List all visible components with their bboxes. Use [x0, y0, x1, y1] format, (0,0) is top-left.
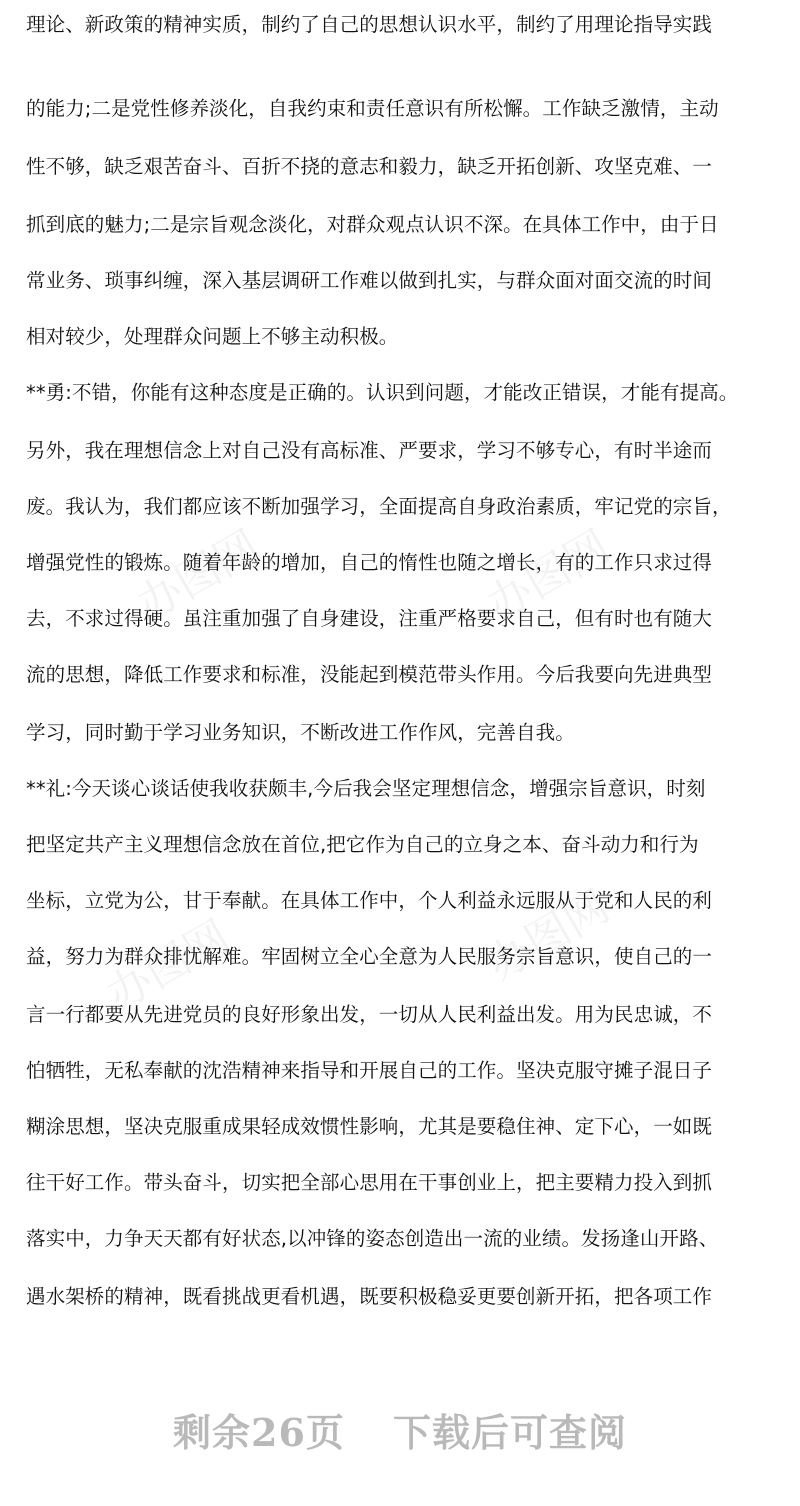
text-line: 理论、新政策的精神实质，制约了自己的思想认识水平，制约了用理论指导实践	[26, 13, 713, 36]
text-line: 落实中，力争天天都有好状态,以冲锋的姿态创造出一流的业绩。发扬逢山开路、	[26, 1227, 719, 1250]
text-line: 流的思想，降低工作要求和标准，没能起到模范带头作用。今后我要向先进典型	[26, 663, 713, 686]
text-line: 废。我认为，我们都应该不断加强学习，全面提高自身政治素质，牢记党的宗旨，	[26, 495, 732, 518]
text-line: 把坚定共产主义理想信念放在首位,把它作为自己的立身之本、奋斗动力和行为	[26, 833, 699, 856]
text-line: 相对较少，处理群众问题上不够主动积极。	[26, 325, 399, 348]
watermark: 办图网	[478, 520, 619, 631]
watermark: 办图网	[478, 880, 619, 991]
text-line: 另外，我在理想信念上对自己没有高标准、严要求，学习不够专心，有时半途而	[26, 439, 713, 462]
text-line: 往干好工作。带头奋斗，切实把全部心思用在干事创业上，把主要精力投入到抓	[26, 1171, 713, 1194]
text-line: 常业务、琐事纠缠，深入基层调研工作难以做到扎实，与群众面对面交流的时间	[26, 269, 713, 292]
text-line: 坐标，立党为公，甘于奉献。在具体工作中，个人利益永远服从于党和人民的利	[26, 889, 713, 912]
download-to-view-label: 下载后可查阅	[392, 1410, 627, 1455]
text-line: 抓到底的魅力;二是宗旨观念淡化，对群众观点认识不深。在具体工作中，由于日	[26, 213, 719, 236]
text-line: 遇水架桥的精神，既看挑战更看机遇，既要积极稳妥更要创新开拓，把各项工作	[26, 1285, 713, 1308]
remaining-pages-label: 剩余26页	[173, 1410, 345, 1455]
text-line: 性不够，缺乏艰苦奋斗、百折不挠的意志和毅力，缺乏开拓创新、攻坚克难、一	[26, 155, 713, 178]
watermark: 办图网	[98, 910, 239, 1021]
text-line: 益，努力为群众排忧解难。牢固树立全心全意为人民服务宗旨意识，使自己的一	[26, 945, 713, 968]
text-line: 去，不求过得硬。虽注重加强了自身建设，注重严格要求自己，但有时也有随大	[26, 607, 713, 630]
text-line: **礼:今天谈心谈话使我收获颇丰,今后我会坚定理想信念，增强宗旨意识，时刻	[26, 777, 706, 800]
watermark: 办图网	[128, 520, 269, 631]
text-line: 糊涂思想，坚决克服重成果轻成效惯性影响，尤其是要稳住神、定下心，一如既	[26, 1115, 713, 1138]
text-line: 学习，同时勤于学习业务知识，不断改进工作作风，完善自我。	[26, 721, 575, 744]
text-line: 怕牺牲，无私奉献的沈浩精神来指导和开展自己的工作。坚决克服守摊子混日子	[26, 1059, 713, 1082]
text-line: 增强党性的锻炼。随着年龄的增加，自己的惰性也随之增长，有的工作只求过得	[26, 551, 713, 574]
remaining-pages-banner[interactable]	[0, 1402, 800, 1457]
text-line: **勇:不错，你能有这种态度是正确的。认识到问题，才能改正错误，才能有提高。	[26, 381, 739, 404]
text-line: 言一行都要从先进党员的良好形象出发，一切从人民利益出发。用为民忠诚，不	[26, 1003, 713, 1026]
text-line: 的能力;二是党性修养淡化，自我约束和责任意识有所松懈。工作缺乏激情，主动	[26, 97, 719, 120]
